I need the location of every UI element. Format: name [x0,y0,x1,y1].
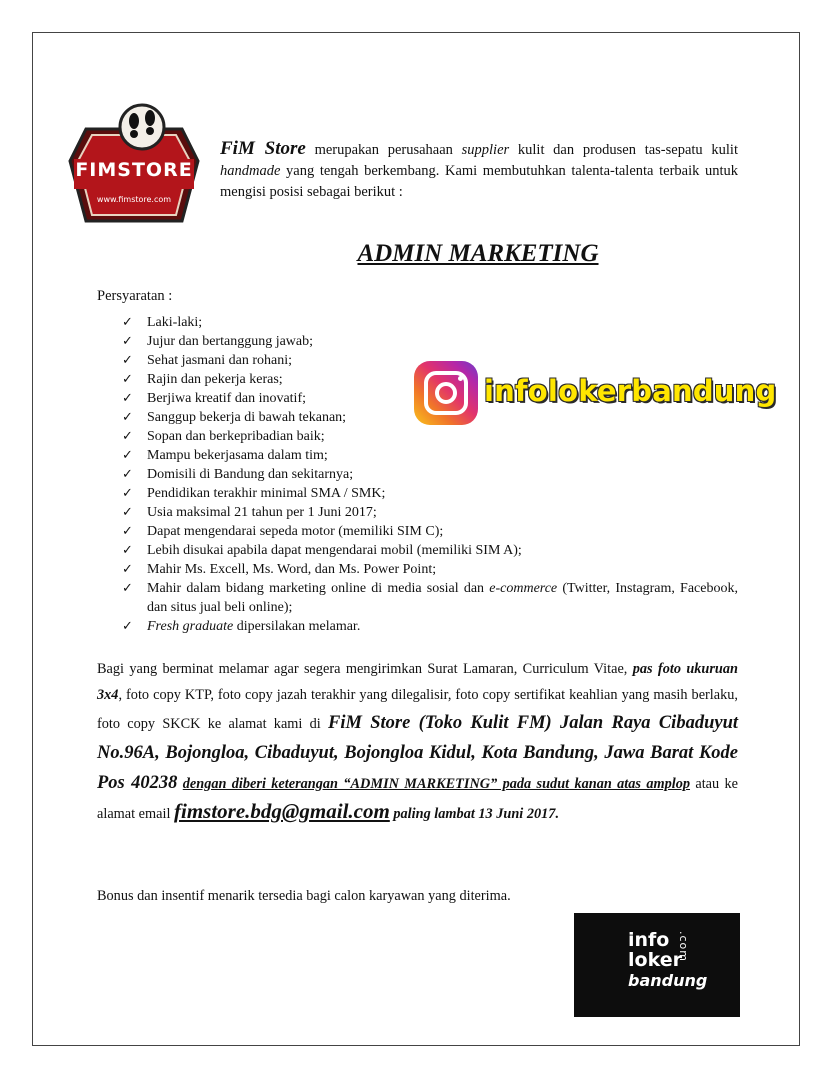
intro-paragraph [220,138,738,203]
intro-handmade: handmade [220,163,281,179]
instagram-watermark [414,360,777,426]
requirement-text: (Twitter, Instagram, Facebook, dan situs jual beli online); [147,581,738,615]
requirement-fresh-graduate: Fresh graduate [147,619,234,634]
apply-photo: pas foto ukuruan 3x4 [97,661,738,703]
apply-deadline: paling lambat 13 Juni 2017. [389,806,560,822]
list-item [122,484,738,503]
list-item [122,541,738,560]
list-item [122,579,738,617]
checkmark-icon: ✓ [122,410,133,425]
checkmark-icon: ✓ [122,391,133,406]
requirement-text: Mampu bekerjasama dalam tim; [147,448,328,463]
requirement-text: Berjiwa kreatif dan inovatif; [147,391,306,406]
list-item [122,313,738,332]
checkmark-icon: ✓ [122,505,133,520]
application-paragraph [97,656,738,827]
apply-text-1: Bagi yang berminat melamar agar segera mengirimkan Surat Lamaran, Curriculum Vitae, [97,661,633,677]
instagram-handle: infolokerbandung [484,374,777,408]
infoloker-line1: info [628,929,670,951]
infoloker-line2: loker [628,949,682,971]
requirement-text: Rajin dan pekerja keras; [147,372,283,387]
requirement-text: Sopan dan berkepribadian baik; [147,429,325,444]
company-address: FiM Store (Toko Kulit FM) Jalan Raya Cibaduyut No.96A, Bojongloa, Cibaduyut, Bojongloa Kidul, Kota Bandung, Jawa Barat Kode Pos 40238 [97,713,739,793]
requirement-text: Mahir Ms. Excell, Ms. Word, dan Ms. Power Point; [147,562,437,577]
job-title: ADMIN MARKETING [357,240,599,267]
intro-supplier: supplier [461,142,510,158]
checkmark-icon: ✓ [122,524,133,539]
list-item [122,617,738,636]
checkmark-icon: ✓ [122,372,133,387]
checkmark-icon: ✓ [122,467,133,482]
requirement-text: dipersilakan melamar. [233,619,361,634]
requirement-text: Pendidikan terakhir minimal SMA / SMK; [147,486,386,501]
checkmark-icon: ✓ [122,334,133,349]
requirement-text: Domisili di Bandung dan sekitarnya; [147,467,354,482]
list-item [122,465,738,484]
list-item [122,522,738,541]
requirement-ecommerce: e-commerce [489,581,558,596]
infoloker-logo [574,913,740,1017]
fimstore-logo [66,101,202,227]
list-item [122,503,738,522]
requirement-text: Sanggup bekerja di bawah tekanan; [147,410,347,425]
requirement-text: Dapat mengendarai sepeda motor (memiliki SIM C); [147,524,444,539]
checkmark-icon: ✓ [122,543,133,558]
checkmark-icon: ✓ [122,486,133,501]
checkmark-icon: ✓ [122,315,133,330]
bonus-text: Bonus dan insentif menarik tersedia bagi calon karyawan yang diterima. [97,888,511,904]
requirement-text: Lebih disukai apabila dapat mengendarai mobil (memiliki SIM A); [147,543,522,558]
infoloker-dotcom: .com [677,931,690,962]
email-link[interactable]: fimstore.bdg@gmail.com [174,799,390,823]
checkmark-icon: ✓ [122,429,133,444]
logo-url-text: www.fimstore.com [96,195,172,204]
envelope-note: dengan diberi keterangan “ADMIN MARKETING” pada sudut kanan atas amplop [182,776,691,792]
list-item [122,427,738,446]
instagram-icon [414,361,478,425]
list-item [122,446,738,465]
requirement-text: Sehat jasmani dan rohani; [147,353,293,368]
intro-text-2: kulit dan produsen tas-sepatu kulit [509,142,738,158]
brand-name: FiM Store [220,138,306,159]
checkmark-icon: ✓ [122,448,133,463]
list-item [122,332,738,351]
requirement-text: Laki-laki; [147,315,203,330]
infoloker-line3: bandung [628,971,708,990]
logo-brand-text: FIMSTORE [75,159,193,181]
apply-text-2: , foto copy KTP, foto copy jazah terakhir yang dilegalisir, foto copy sertifikat keahlian yang masih berlaku, foto copy SKCK ke alamat kami di [97,687,738,732]
requirement-text: Jujur dan bertanggung jawab; [147,334,314,349]
checkmark-icon: ✓ [122,562,133,577]
checkmark-icon: ✓ [122,353,133,368]
checkmark-icon: ✓ [122,581,133,596]
requirement-text: Mahir dalam bidang marketing online di media sosial dan [147,581,490,596]
checkmark-icon: ✓ [122,619,133,634]
list-item [122,560,738,579]
apply-text-3: atau ke alamat email [97,776,739,822]
requirement-text: Usia maksimal 21 tahun per 1 Juni 2017; [147,505,377,520]
requirements-label: Persyaratan : [97,288,173,304]
intro-text-1: merupakan perusahaan [305,142,462,158]
intro-text-3: yang tengah berkembang. Kami membutuhkan talenta-talenta terbaik untuk mengisi posisi sebagai berikut : [220,163,738,200]
